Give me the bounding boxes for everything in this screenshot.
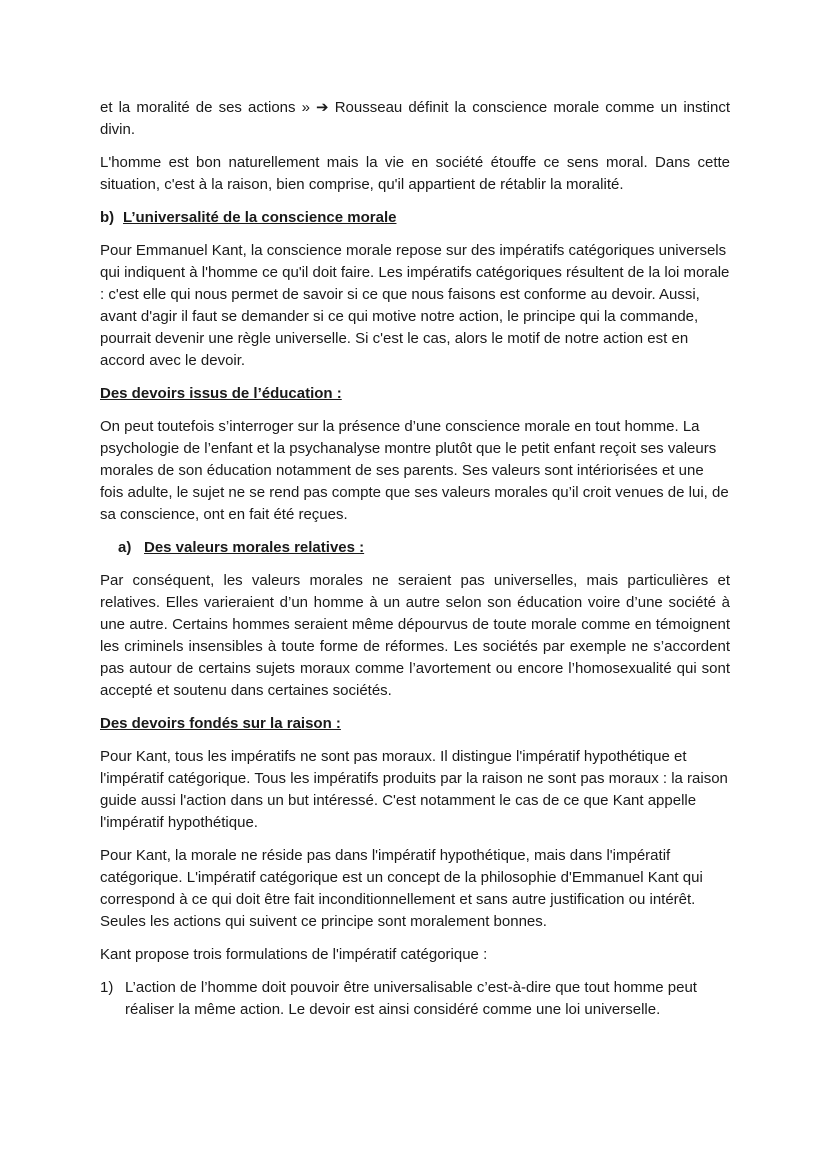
heading-title: Des valeurs morales relatives : bbox=[144, 539, 365, 556]
document-page bbox=[100, 97, 730, 1032]
heading-devoirs-education: Des devoirs issus de l’éducation : bbox=[100, 385, 342, 402]
paragraph-kant-imperatifs: Pour Kant, tous les impératifs ne sont pas moraux. Il distingue l'impératif hypothétique et l'impératif catégorique. Tous les impératifs produits par la raison ne sont pas moraux : la raison guide aussi l'action dans un but intéressé. C'est notamment le cas de ce que Kant appelle l'impératif hypothétique. bbox=[100, 748, 728, 831]
list-item-text: L’action de l’homme doit pouvoir être universalisable c’est-à-dire que tout homme peut réaliser la même action. Le devoir est ainsi considéré comme une loi universelle. bbox=[125, 979, 697, 1018]
heading-number: a) bbox=[118, 539, 132, 556]
text-fragment: Rousseau définit la conscience morale comme un instinct divin. bbox=[100, 99, 730, 138]
paragraph-formulations-intro: Kant propose trois formulations de l'impératif catégorique : bbox=[100, 946, 488, 963]
heading-number: b) bbox=[100, 209, 115, 226]
paragraph-rousseau-conclusion bbox=[100, 97, 730, 141]
heading-universalite bbox=[100, 207, 730, 229]
paragraph-valeurs-relatives: Par conséquent, les valeurs morales ne seraient pas universelles, mais particulières et relatives. Elles varieraient d’un homme à un autre selon son éducation voire d’une société à une autre. Certains hommes seraient même dépourvus de toute morale comme en témoignent les criminels insensibles à toute forme de réformes. Les sociétés par exemple ne s’accordent pas autour de certains sujets moraux comme l’avortement ou encore l’homosexualité qui sont accepté et soutenu dans certaines sociétés. bbox=[100, 572, 730, 699]
heading-devoirs-raison: Des devoirs fondés sur la raison : bbox=[100, 715, 341, 732]
paragraph-homme-bon: L'homme est bon naturellement mais la vie en société étouffe ce sens moral. Dans cette situation, c'est à la raison, bien comprise, qu'il appartient de rétablir la moralité. bbox=[100, 154, 730, 193]
heading-title: L’universalité de la conscience morale bbox=[123, 209, 397, 226]
arrow-right-icon: ➔ bbox=[316, 99, 329, 116]
paragraph-kant-morale: Pour Kant, la morale ne réside pas dans l'impératif hypothétique, mais dans l'impératif catégorique. L'impératif catégorique est un concept de la philosophie d'Emmanuel Kant qui correspond à ce qui doit être fait inconditionnellement et sans autre justification ou intérêt. Seules les actions qui suivent ce principe sont moralement bonnes. bbox=[100, 847, 703, 930]
list-item bbox=[100, 977, 730, 1021]
heading-valeurs-relatives bbox=[100, 537, 730, 559]
list-item-number: 1) bbox=[100, 979, 114, 996]
text-fragment: et la moralité de ses actions » bbox=[100, 99, 317, 116]
paragraph-interroger: On peut toutefois s’interroger sur la présence d’une conscience morale en tout homme. La psychologie de l’enfant et la psychanalyse montre plutôt que le petit enfant reçoit ses valeurs morales de son éducation notamment de ses parents. Ses valeurs sont intériorisées et une fois adulte, le sujet ne se rend pas compte que ses valeurs morales qu’il croit venues de lui, de sa conscience, ont en fait été reçues. bbox=[100, 418, 729, 523]
paragraph-kant-conscience: Pour Emmanuel Kant, la conscience morale repose sur des impératifs catégoriques universels qui indiquent à l'homme ce qu'il doit faire. Les impératifs catégoriques résultent de la loi morale : c'est elle qui nous permet de savoir si ce que nous faisons est conforme au devoir. Aussi, avant d'agir il faut se demander si ce qui motive notre action, le principe qui la commande, pourrait devenir une règle universelle. Si c'est le cas, alors le motif de notre action est en accord avec le devoir. bbox=[100, 242, 730, 369]
